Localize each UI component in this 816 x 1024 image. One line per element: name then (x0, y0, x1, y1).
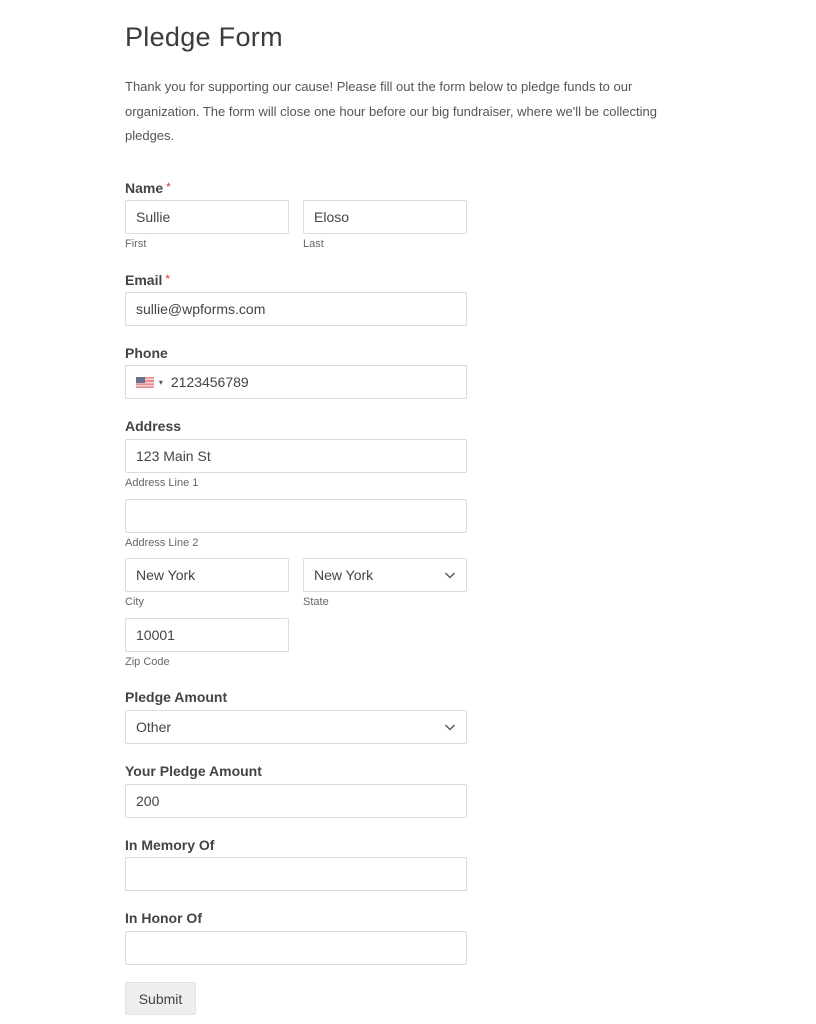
your-pledge-amount-field[interactable] (125, 784, 467, 818)
email-label-text: Email (125, 272, 163, 288)
zip-input[interactable] (136, 627, 278, 643)
pledge-amount-label: Pledge Amount (125, 689, 228, 705)
address-line2-field[interactable] (125, 499, 467, 533)
form-description: Thank you for supporting our cause! Please fill out the form below to pledge funds to our organization. The form will close one hour before our big fundraiser, where we'll be collecting pledges. (125, 79, 657, 143)
last-name-field[interactable] (303, 200, 467, 234)
chevron-down-icon (444, 569, 456, 581)
your-pledge-amount-label: Your Pledge Amount (125, 763, 262, 779)
in-memory-of-label: In Memory Of (125, 837, 215, 853)
phone-label: Phone (125, 345, 168, 361)
country-caret-icon[interactable]: ▾ (158, 377, 163, 387)
email-input[interactable] (136, 301, 456, 317)
in-honor-of-label: In Honor Of (125, 910, 202, 926)
email-label (125, 272, 170, 288)
email-field[interactable] (125, 292, 467, 326)
pledge-amount-selected-value: Other (136, 719, 172, 735)
address-line1-sublabel: Address Line 1 (125, 477, 199, 489)
first-name-sublabel: First (125, 238, 147, 250)
in-honor-of-input[interactable] (136, 940, 456, 956)
name-label (125, 180, 171, 196)
state-sublabel: State (303, 596, 329, 608)
in-memory-of-field[interactable] (125, 857, 467, 891)
first-name-input[interactable] (136, 209, 278, 225)
pledge-amount-select[interactable] (125, 710, 467, 744)
address-line1-field[interactable] (125, 439, 467, 473)
required-marker: * (165, 272, 171, 286)
submit-button[interactable]: Submit (125, 982, 196, 1015)
city-field[interactable] (125, 558, 289, 592)
state-selected-value: New York (314, 567, 374, 583)
in-memory-of-input[interactable] (136, 866, 456, 882)
city-input[interactable] (136, 567, 278, 583)
zip-sublabel: Zip Code (125, 656, 170, 668)
page-title: Pledge Form (125, 22, 283, 52)
state-select[interactable] (303, 558, 467, 592)
us-flag-icon[interactable] (136, 377, 154, 388)
phone-field[interactable] (125, 365, 467, 399)
last-name-input[interactable] (314, 209, 456, 225)
chevron-down-icon (444, 721, 456, 733)
last-name-sublabel: Last (303, 238, 324, 250)
address-label: Address (125, 418, 182, 434)
first-name-field[interactable] (125, 200, 289, 234)
name-label-text: Name (125, 180, 164, 196)
your-pledge-amount-input[interactable] (136, 793, 456, 809)
address-line2-sublabel: Address Line 2 (125, 537, 199, 549)
address-line1-input[interactable] (136, 448, 456, 464)
address-line2-input[interactable] (136, 508, 456, 524)
required-marker: * (166, 180, 171, 194)
in-honor-of-field[interactable] (125, 931, 467, 965)
zip-field[interactable] (125, 618, 289, 652)
phone-input[interactable] (171, 374, 456, 390)
city-sublabel: City (125, 596, 144, 608)
